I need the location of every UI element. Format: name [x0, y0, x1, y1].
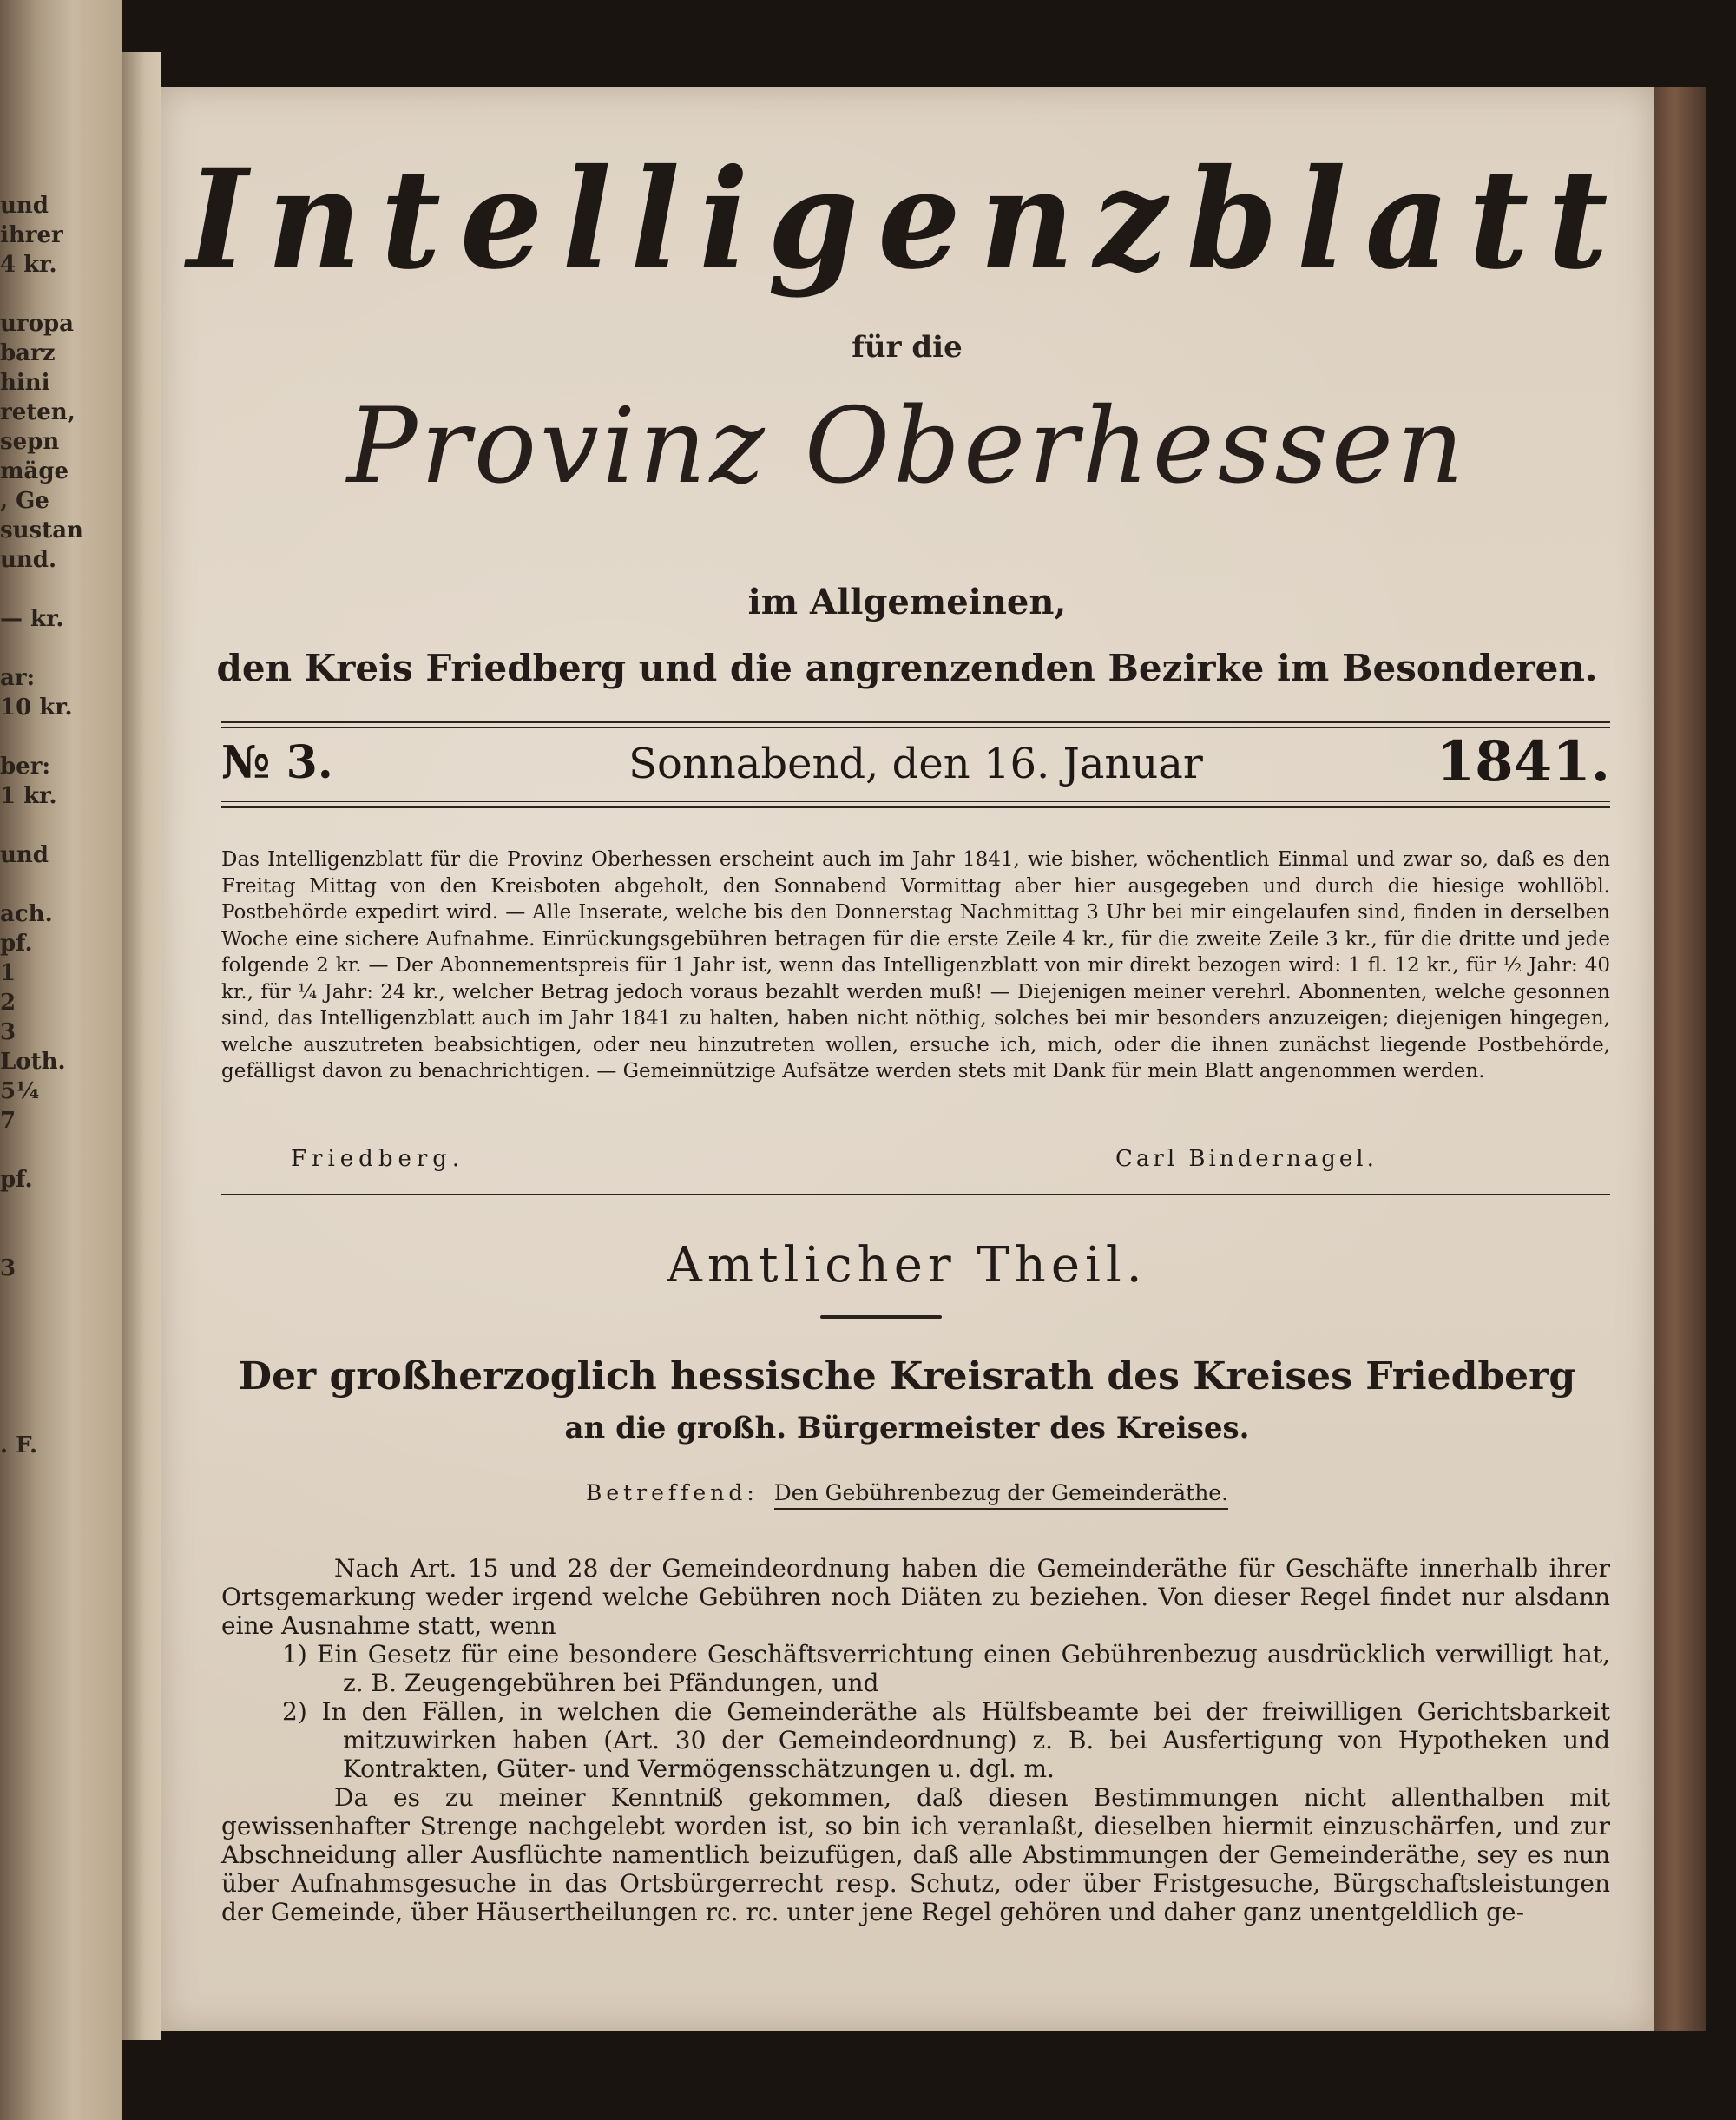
left-page-fragment: [0, 1195, 61, 1224]
subject-line: [161, 1480, 1654, 1505]
book-spine: [1654, 87, 1706, 2031]
left-page-fragment: 3: [0, 1019, 16, 1045]
left-page-fragment: uropa: [0, 311, 74, 337]
left-page-fragment: 4 kr.: [0, 252, 57, 278]
left-page-fragment: 10 kr.: [0, 695, 73, 721]
article-item-1: 1) Ein Gesetz für eine besondere Geschäftsverrichtung einen Gebührenbezug ausdrücklich verwilligt hat, z. B. Zeugengebühren bei Pfändungen, und: [282, 1640, 1610, 1697]
left-page-fragment: sepn: [0, 429, 60, 455]
left-page-fragment: , Ge: [0, 488, 49, 514]
section-title: Amtlicher Theil.: [667, 1237, 1147, 1294]
left-page-fragment: [0, 1283, 61, 1313]
left-page-fragment: 7: [0, 1108, 16, 1134]
left-page-fragment: ihrer: [0, 222, 63, 248]
left-page-fragment: [0, 1224, 61, 1254]
left-page-fragment: [0, 1136, 61, 1165]
left-page-fragment: 3: [0, 1255, 16, 1281]
article-paragraph-2: Da es zu meiner Kenntniß gekommen, daß diesen Bestimmungen nicht allenthalben mit gewissenhafter Strenge nachgelebt worden ist, so bin ich veranlaßt, dieselben hiermit einzuschärfen, und zur Abschneidung aller Ausflüchte namentlich beizufügen, daß alle Abstimmungen der Gemeinderäthe, sey es nun über Aufnahmsgesuche in das Ortsbürgerrecht resp. Schutz, oder über Fristgesuche, Bürgschaftsleistungen der Gemeinde, über Häusertheilungen rc. rc. unter jene Regel gehören und daher ganz unentgeldlich ge-: [221, 1783, 1610, 1926]
left-page-fragment: [0, 575, 61, 604]
left-page-fragment: 1: [0, 960, 16, 986]
left-page-fragment: mäge: [0, 458, 69, 484]
masthead-subtitle-2: den Kreis Friedberg und die angrenzenden Bezirke im Besonderen.: [216, 647, 1598, 689]
newspaper-page: [161, 87, 1654, 2031]
issue-date: Sonnabend, den 16. Januar: [628, 740, 1203, 788]
left-page: [0, 0, 122, 2120]
masthead-rule-top: [221, 721, 1610, 723]
issue-number: № 3.: [221, 736, 333, 789]
left-page-fragment: ber:: [0, 754, 51, 780]
article-item-2: 2) In den Fällen, in welchen die Gemeinderäthe als Hülfsbeamte bei der freiwilligen Gerichtsbarkeit mitzuwirken haben (Art. 30 der Gemeindeordnung) z. B. bei Ausfertigung von Hypotheken und Kontrakten, Güter- und Vermögensschätzungen u. dgl. m.: [282, 1697, 1610, 1783]
left-page-fragment: 5¼: [0, 1078, 40, 1104]
masthead-subtitle-1: im Allgemeinen,: [747, 582, 1067, 622]
left-page-fragment: und: [0, 193, 49, 219]
left-page-fragment: [0, 811, 61, 840]
left-page-fragment: Loth.: [0, 1049, 66, 1075]
left-page-fragments: [0, 191, 83, 1460]
masthead-title: Intelligenzblatt: [187, 139, 1628, 300]
book-gutter: [122, 52, 161, 2040]
left-page-fragment: 1 kr.: [0, 783, 57, 809]
masthead-fuer-die: für die: [852, 330, 963, 365]
office-addressee: an die großh. Bürgermeister des Kreises.: [564, 1411, 1250, 1445]
left-page-fragment: und: [0, 842, 49, 868]
subject-label: Betreffend:: [585, 1480, 759, 1505]
section-ornament-rule: [820, 1315, 942, 1319]
left-page-fragment: . F.: [0, 1432, 37, 1458]
left-page-fragment: [0, 280, 61, 309]
left-page-fragment: reten,: [0, 399, 76, 425]
left-page-fragment: hini: [0, 370, 50, 396]
left-page-fragment: 2: [0, 990, 16, 1016]
left-page-fragment: [0, 1313, 61, 1342]
left-page-fragment: [0, 634, 61, 663]
article-body: [221, 1554, 1610, 1926]
issue-year: 1841.: [1436, 729, 1610, 794]
left-page-fragment: ar:: [0, 665, 36, 691]
section-divider: [221, 1194, 1610, 1195]
signature-place: Friedberg.: [291, 1146, 465, 1172]
masthead-province: Provinz Oberhessen: [346, 386, 1468, 507]
article-paragraph-1: Nach Art. 15 und 28 der Gemeindeordnung haben die Gemeinderäthe für Geschäfte innerhalb ihrer Ortsgemarkung weder irgend welche Gebühren noch Diäten zu beziehen. Von dieser Regel findet nur alsdann eine Ausnahme statt, wenn: [221, 1554, 1610, 1640]
left-page-fragment: barz: [0, 340, 56, 366]
masthead-rule-top-thin: [221, 727, 1610, 728]
left-page-fragment: und.: [0, 547, 57, 573]
issue-row: [221, 729, 1610, 799]
left-page-fragment: [0, 870, 61, 899]
signature-name: Carl Bindernagel.: [1115, 1146, 1378, 1172]
issue-rule-thin: [221, 801, 1610, 802]
left-page-fragment: [0, 1401, 61, 1431]
subject-text: Den Gebührenbezug der Gemeinderäthe.: [774, 1480, 1228, 1510]
issue-rule-bottom: [221, 806, 1610, 808]
subscription-notice: Das Intelligenzblatt für die Provinz Oberhessen erscheint auch im Jahr 1841, wie bisher, wöchentlich Einmal und zwar so, daß es den Freitag Mittag von den Kreisboten abgeholt, den Sonnabend Vormittag aber hier ausgegeben und durch die hiesige wohllöbl. Postbehörde expedirt wird. — Alle Inserate, welche bis den Donnerstag Nachmittag 3 Uhr bei mir eingelaufen sind, finden in derselben Woche eine sichere Aufnahme. Einrückungsgebühren betragen für die erste Zeile 4 kr., für die zweite Zeile 3 kr., für die dritte und jede folgende 2 kr. — Der Abonnementspreis für 1 Jahr ist, wenn das Intelligenzblatt von mir direkt bezogen wird: 1 fl. 12 kr., für ½ Jahr: 40 kr., für ¼ Jahr: 24 kr., welcher Betrag jedoch voraus bezahlt werden muß! — Diejenigen meiner verehrl. Abonnenten, welche gesonnen sind, das Intelligenzblatt auch im Jahr 1841 zu halten, haben nicht nöthig, solches bei mir besonders anzuzeigen; diejenigen hingegen, welche auszutreten beabsichtigen, oder neu hinzutreten wollen, ersuche ich, mich, oder die ihnen zunächst liegende Postbehörde, gefälligst davon zu benachrichtigen. — Gemeinnützige Aufsätze werden stets mit Dank für mein Blatt angenommen werden.: [221, 848, 1610, 1083]
left-page-fragment: [0, 722, 61, 752]
left-page-fragment: pf.: [0, 1167, 33, 1193]
left-page-fragment: ach.: [0, 901, 53, 927]
office-heading: Der großherzoglich hessische Kreisrath des Kreises Friedberg: [238, 1354, 1576, 1399]
left-page-fragment: sustan: [0, 517, 83, 543]
left-page-fragment: [0, 1372, 61, 1401]
left-page-fragment: — kr.: [0, 606, 64, 632]
left-page-fragment: [0, 1342, 61, 1372]
left-page-fragment: pf.: [0, 931, 33, 957]
